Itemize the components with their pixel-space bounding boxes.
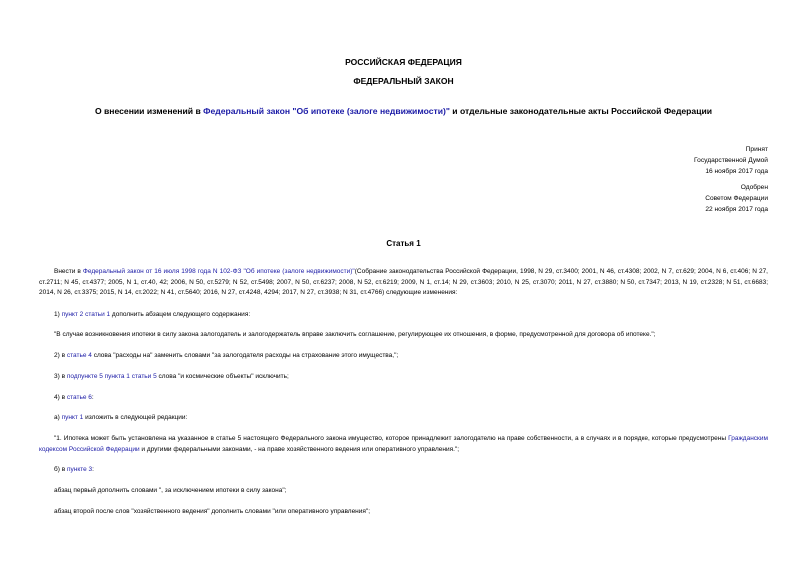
item-4a-quote	[39, 434, 768, 455]
item-4a	[39, 413, 768, 424]
item-4b-line1	[39, 486, 768, 497]
item4a-quote-link[interactable]: Гражданским кодексом Российской Федерации	[39, 435, 768, 453]
item4a-quote-prefix: "1. Ипотека может быть установлена на указанное в статье 5 настоящего Федерального закона имущество, которое принадлежит залогодателю на праве собственности, а в случаях и в порядке, которые предусмотрены	[54, 435, 729, 442]
item4-colon: :	[91, 394, 94, 401]
item1-link[interactable]: пункт 2 статьи 1	[61, 311, 111, 318]
item2-num: 2) в	[54, 352, 67, 359]
accepted-block	[694, 144, 768, 177]
document-title	[40, 106, 767, 116]
country-heading: РОССИЙСКАЯ ФЕДЕРАЦИЯ	[345, 57, 462, 67]
item4a-text: изложить в следующей редакции:	[83, 414, 188, 421]
item-2	[39, 351, 768, 362]
item3-link[interactable]: подпункте 5 пункта 1 статьи 5	[66, 373, 157, 380]
item2-link[interactable]: статье 4	[66, 352, 92, 359]
item4b-line2-text: абзац второй после слов "хозяйственного ведения" дополнить словами "или оперативного управления";	[54, 508, 371, 515]
intro-suffix: (Собрание законодательства Российской Федерации, 1998, N 29, ст.3400; 2001, N 46, ст.4308; 2002, N 7, ст.629; 2004, N 6, ст.406; N 27, ст.2711; N 45, ст.4377; 2005, N 1, ст.40, 42; 2006, N 50, ст.5279; N 52, ст.5498; 2007, N 50, ст.6237; 2008, N 52, ст.6219; 2009, N 1, ст.14; N 29, ст.3603; 2010, N 25, ст.3070; 2011, N 27, ст.3880; N 50, ст.7347; 2013, N 19, ст.2328; N 51, ст.6683; 2014, N 26, ст.3375; 2015, N 14, ст.2022; N 41, ст.5640; 2016, N 27, ст.4248, 4294; 2017, N 27, ст.3938; N 31, ст.4766) следующие изменения:	[39, 268, 768, 296]
approved-line3: 22 ноября 2017 года	[705, 206, 768, 213]
item-1-quote	[39, 330, 768, 341]
title-law-link[interactable]: Федеральный закон "Об ипотеке (залоге недвижимости)"	[203, 106, 450, 116]
item4b-num: б) в	[54, 466, 67, 473]
title-prefix: О внесении изменений в	[94, 106, 204, 116]
article-title: Статья 1	[386, 239, 421, 248]
item-1	[39, 310, 768, 321]
item1-quote-text: "В случае возникновения ипотеки в силу закона залогодатель и залогодержатель вправе заключить соглашение, регулирующее их отношения, в форме, предусмотренной для договора об ипотеке.";	[54, 331, 656, 338]
item4-num: 4) в	[54, 394, 67, 401]
item4a-quote-suffix: и другими федеральными законами, - на праве хозяйственного ведения или оперативного управления.";	[139, 445, 460, 453]
approved-line2: Советом Федерации	[705, 195, 768, 202]
article-intro	[39, 267, 768, 299]
doc-type-heading: ФЕДЕРАЛЬНЫЙ ЗАКОН	[353, 76, 454, 86]
approved-line1: Одобрен	[740, 184, 768, 191]
item1-text: дополнить абзацем следующего содержания:	[110, 311, 251, 318]
item4a-num: а)	[54, 414, 62, 421]
item4a-link[interactable]: пункт 1	[61, 414, 84, 421]
item-4b-line2	[39, 507, 768, 518]
item4b-line1-text: абзац первый дополнить словами ", за исключением ипотеки в силу закона";	[54, 487, 287, 494]
item-4b	[39, 465, 768, 476]
item4-link[interactable]: статье 6	[66, 394, 92, 401]
accepted-line3: 16 ноября 2017 года	[705, 168, 768, 175]
intro-prefix: Внести в	[54, 268, 83, 275]
item4b-link[interactable]: пункте 3	[66, 466, 93, 473]
intro-law-link[interactable]: Федеральный закон от 16 июля 1998 года N 102-ФЗ "Об ипотеке (залоге недвижимости)"	[82, 268, 355, 275]
item3-text: слова "и космические объекты" исключить;	[156, 373, 289, 380]
item-4	[39, 393, 768, 404]
item-3	[39, 372, 768, 383]
accepted-line1: Принят	[745, 146, 768, 153]
item4b-colon: :	[92, 466, 94, 473]
item2-text: слова "расходы на" заменить словами "за залогодателя расходы на страхование этого имущества,";	[91, 352, 399, 359]
approved-block	[705, 182, 768, 215]
item1-num: 1)	[54, 311, 62, 318]
accepted-line2: Государственной Думой	[694, 157, 768, 164]
title-suffix: и отдельные законодательные акты Российской Федерации	[449, 106, 713, 116]
item3-num: 3) в	[54, 373, 67, 380]
